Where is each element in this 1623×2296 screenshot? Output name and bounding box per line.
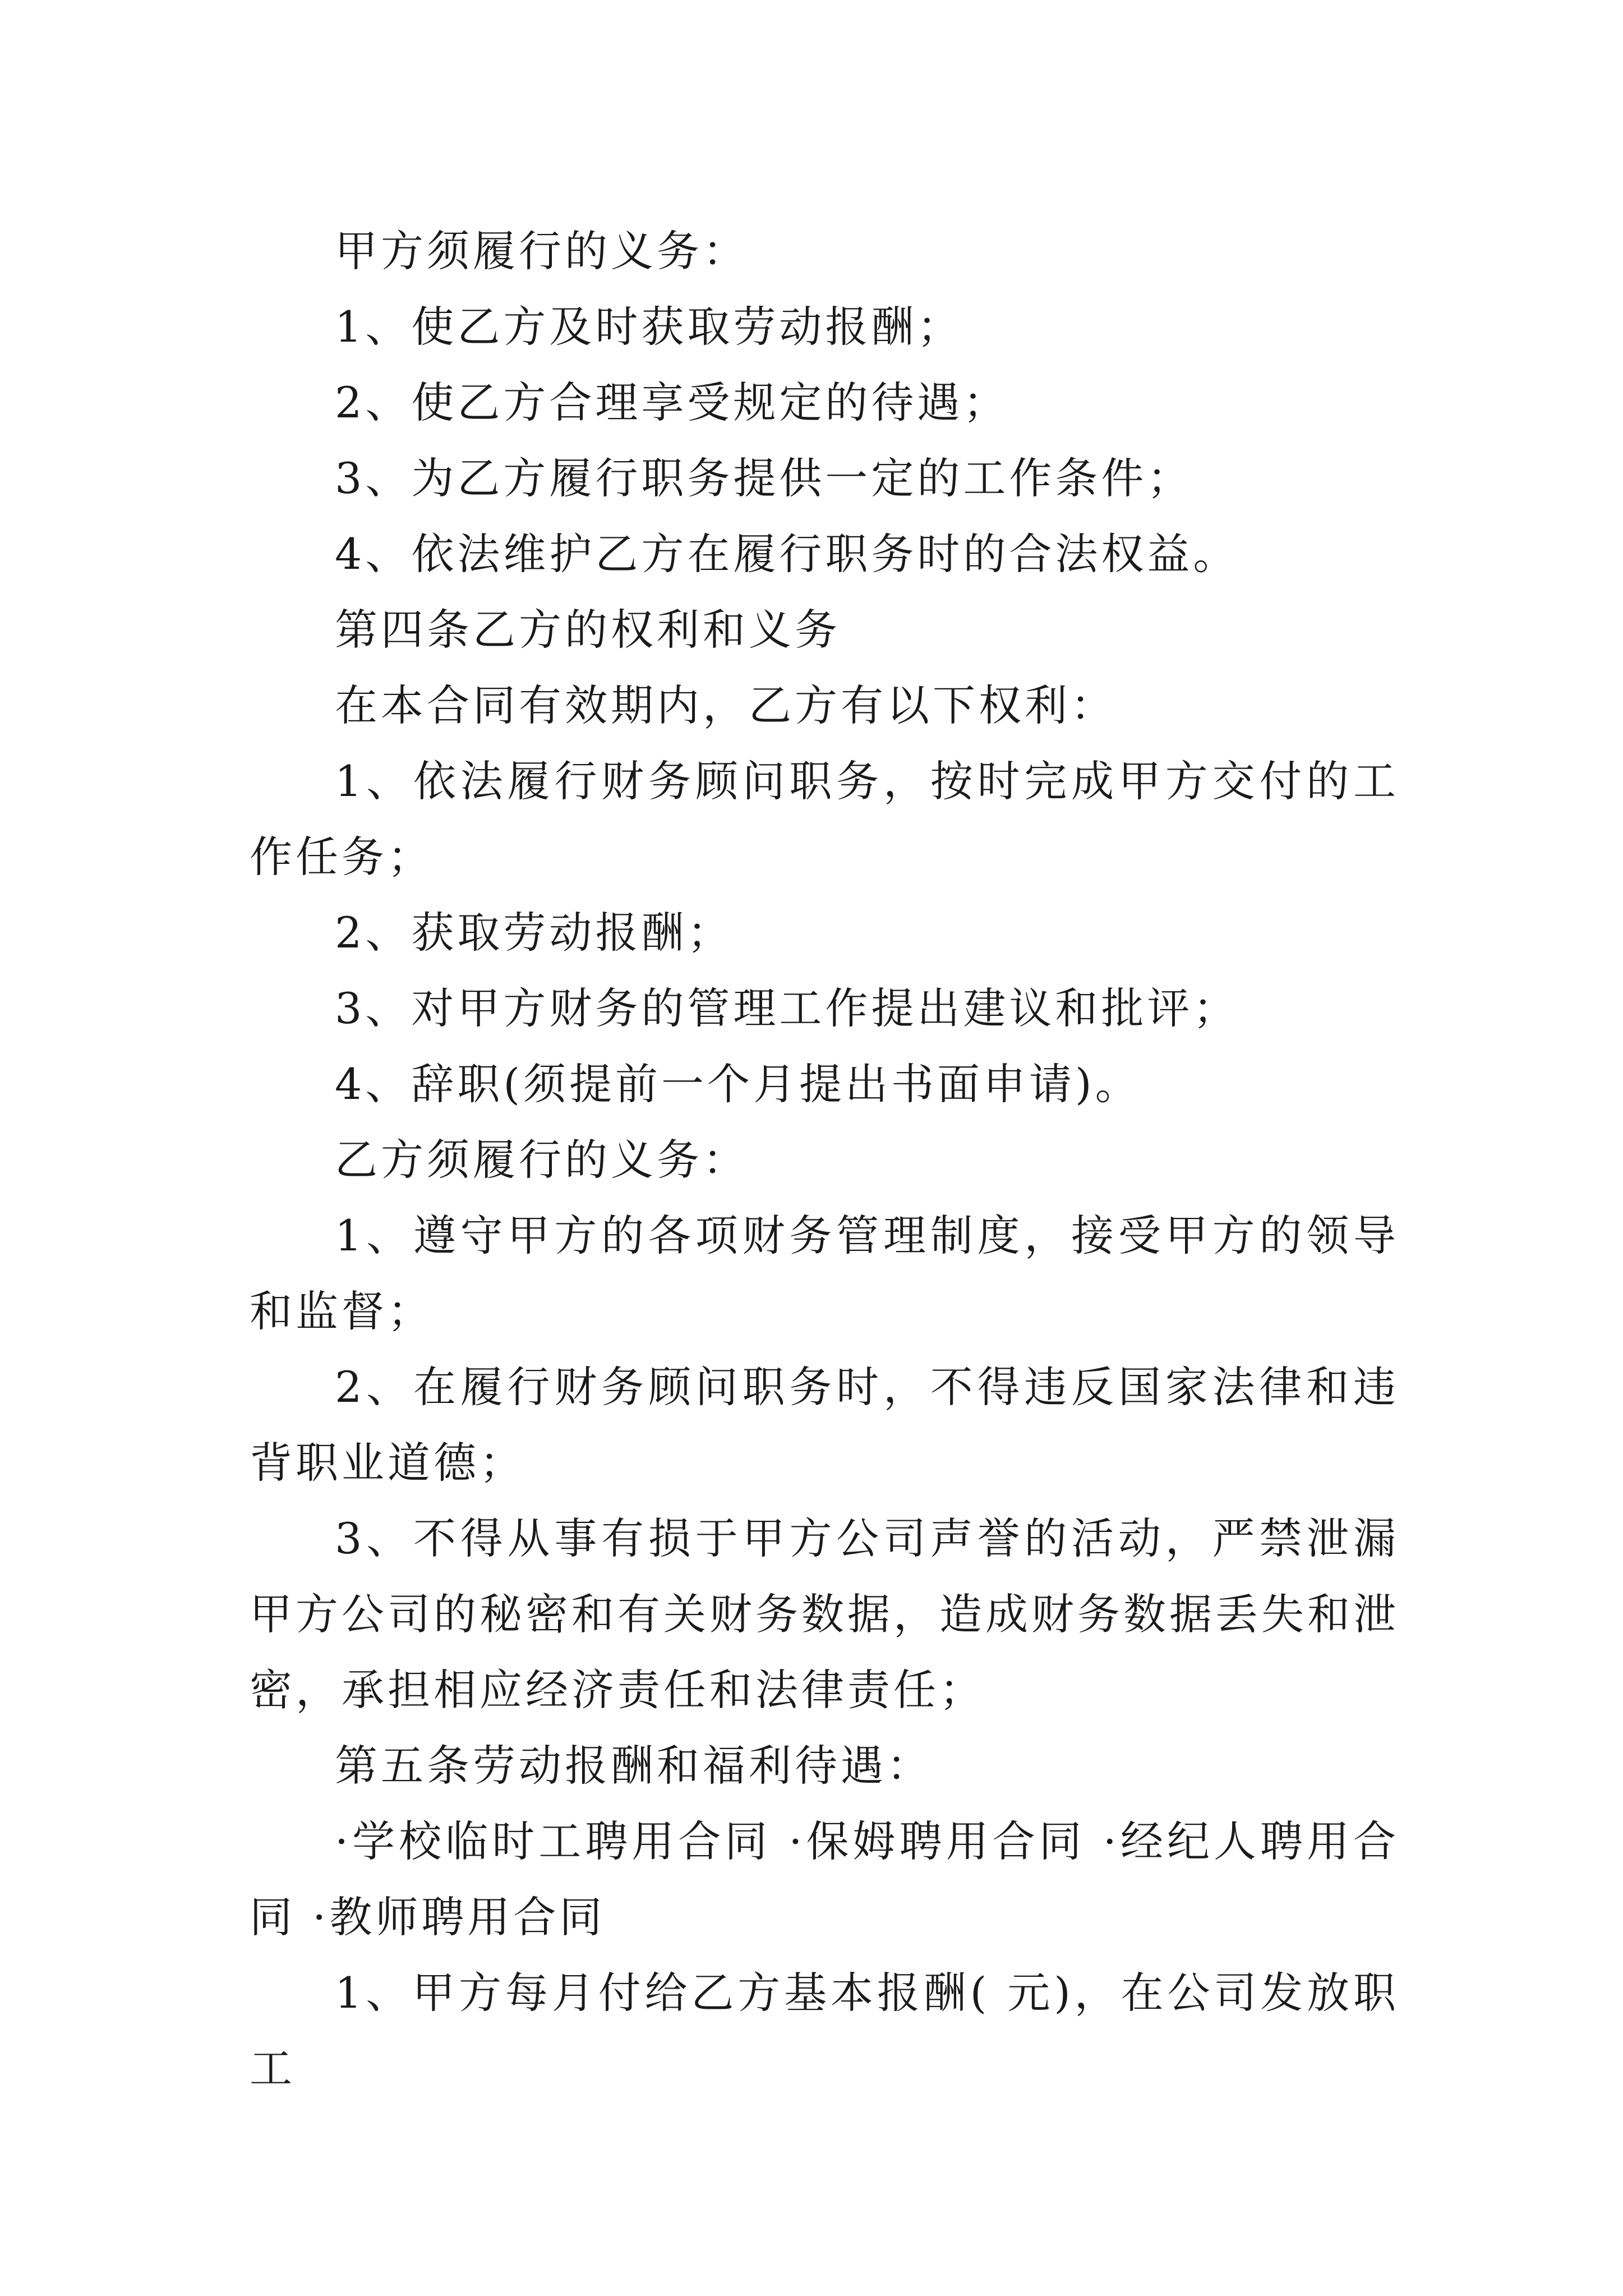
paragraph: 1、依法履行财务顾问职务，按时完成甲方交付的工作任务； — [250, 756, 1399, 882]
paragraph: 1、甲方每月付给乙方基本报酬( 元)，在公司发放职工 — [250, 1968, 1399, 2093]
paragraph: 甲方须履行的义务： — [335, 226, 749, 276]
paragraph: 4、依法维护乙方在履行职务时的合法权益。 — [335, 529, 1239, 579]
paragraph: 2、获取劳动报酬； — [335, 908, 734, 958]
paragraph: 在本合同有效期内，乙方有以下权利： — [335, 680, 1117, 730]
related-links[interactable]: ·学校临时工聘用合同 ·保姆聘用合同 ·经纪人聘用合同 ·教师聘用合同 — [250, 1816, 1399, 1942]
paragraph: 3、对甲方财务的管理工作提出建议和批评； — [335, 983, 1239, 1033]
paragraph: 3、不得从事有损于甲方公司声誉的活动，严禁泄漏甲方公司的秘密和有关财务数据，造成财务数据丢失和泄密，承担相应经济责任和法律责任； — [250, 1513, 1399, 1715]
section-heading: 第四条乙方的权利和义务 — [335, 605, 841, 655]
paragraph: 1、使乙方及时获取劳动报酬； — [335, 302, 963, 352]
paragraph: 3、为乙方履行职务提供一定的工作条件； — [335, 453, 1193, 503]
paragraph: 2、使乙方合理享受规定的待遇； — [335, 378, 1009, 427]
paragraph: 1、遵守甲方的各项财务管理制度，接受甲方的领导和监督； — [250, 1211, 1399, 1336]
document-body — [250, 213, 1399, 2106]
paragraph: 4、辞职(须提前一个月提出书面申请)。 — [335, 1059, 1141, 1109]
paragraph: 乙方须履行的义务： — [335, 1135, 749, 1185]
section-heading: 第五条劳动报酬和福利待遇： — [335, 1741, 933, 1791]
paragraph: 2、在履行财务顾问职务时，不得违反国家法律和违背职业道德； — [250, 1362, 1399, 1488]
